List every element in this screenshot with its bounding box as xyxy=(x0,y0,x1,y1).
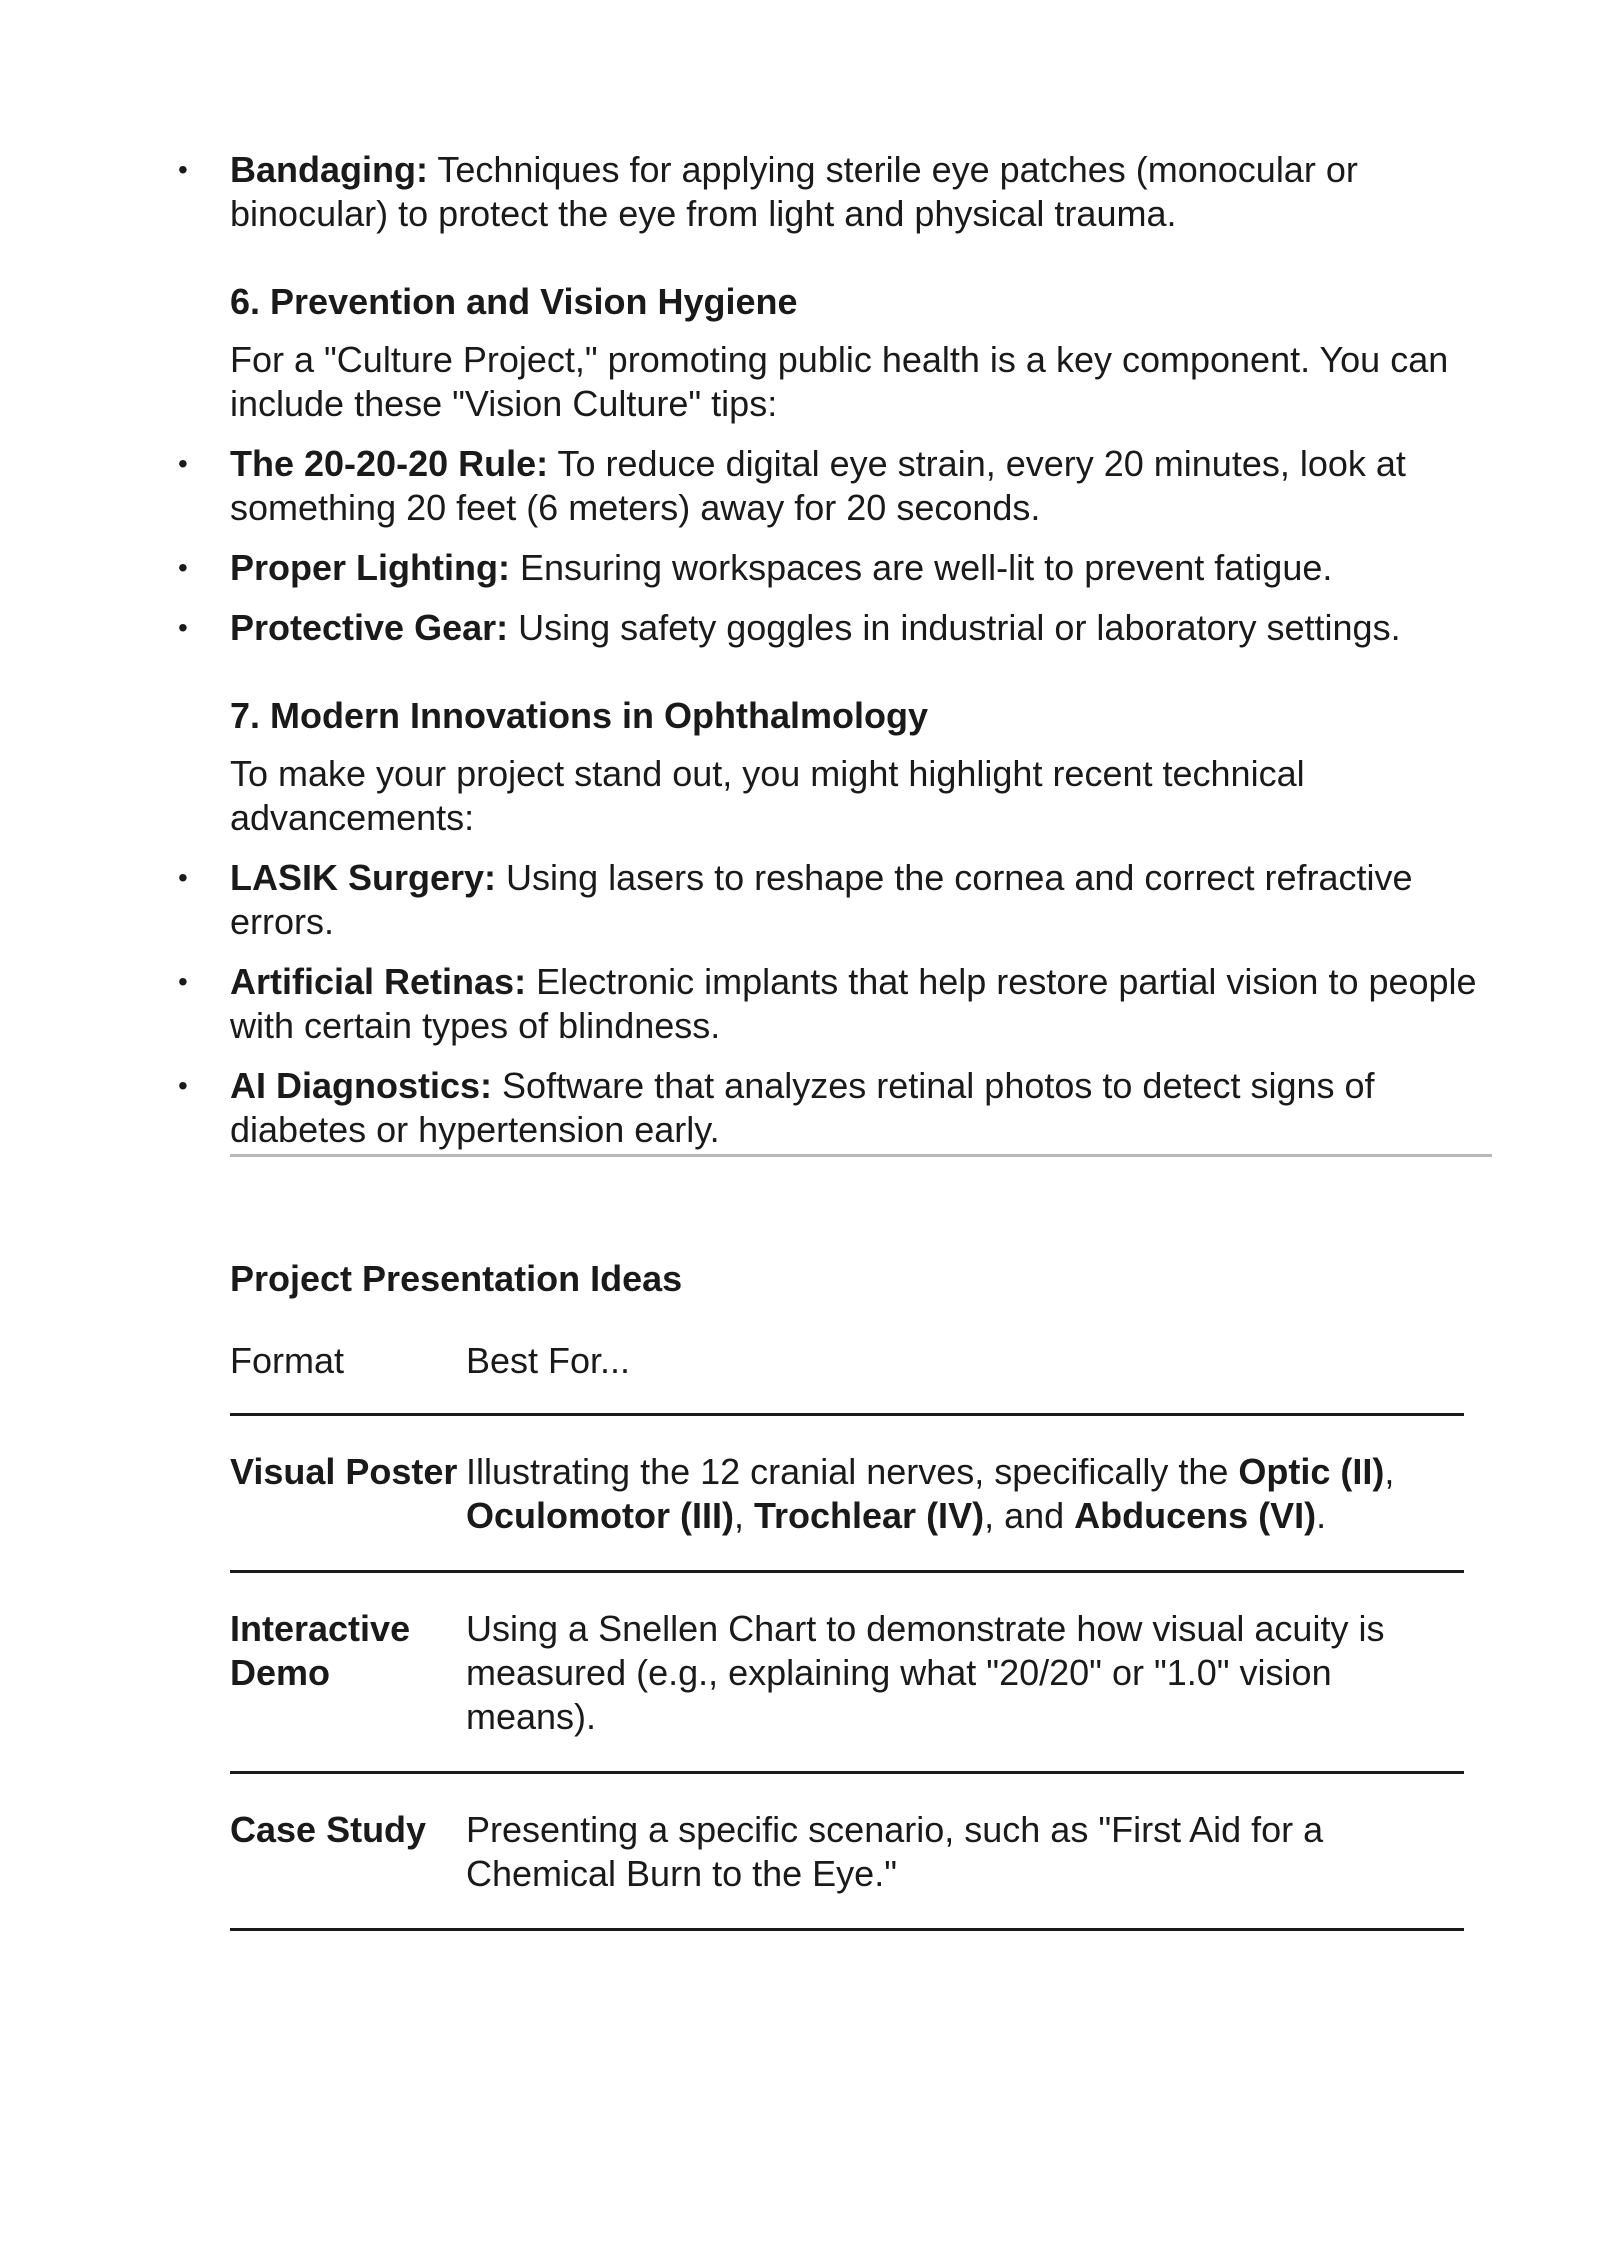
section-6-intro: For a "Culture Project," promoting public health is a key component. You can include these "Vision Culture" tips: xyxy=(230,339,1449,424)
row-best-for xyxy=(466,1415,1464,1572)
horizontal-divider xyxy=(230,1154,1492,1157)
list-item xyxy=(230,442,1492,530)
list-item xyxy=(230,546,1492,590)
row-format: Case Study xyxy=(230,1773,466,1930)
item-term: Proper Lighting: xyxy=(230,547,510,588)
item-term: LASIK Surgery: xyxy=(230,857,497,898)
item-text: Techniques for applying sterile eye patches (monocular or binocular) to protect the eye from light and physical trauma. xyxy=(230,149,1358,234)
item-text: Using lasers to reshape the cornea and correct refractive errors. xyxy=(230,857,1413,942)
text-run: Illustrating the 12 cranial nerves, specifically the xyxy=(466,1451,1239,1492)
section-7-list xyxy=(230,856,1492,1152)
text-run: , xyxy=(733,1495,754,1536)
list-item xyxy=(230,606,1492,650)
list-item xyxy=(230,856,1492,944)
row-best-for: Using a Snellen Chart to demonstrate how visual acuity is measured (e.g., explaining what "20/20" or "1.0" vision means). xyxy=(466,1572,1464,1773)
text-run: . xyxy=(1316,1495,1327,1536)
document-content xyxy=(230,148,1492,1931)
item-term: Artificial Retinas: xyxy=(230,961,527,1002)
section-6-list xyxy=(230,442,1492,650)
item-term: Protective Gear: xyxy=(230,607,509,648)
section-6-heading: 6. Prevention and Vision Hygiene xyxy=(230,281,798,322)
row-format: Visual Poster xyxy=(230,1415,466,1572)
row-best-for: Presenting a specific scenario, such as "First Aid for a Chemical Burn to the Eye." xyxy=(466,1773,1464,1930)
row-format: Interactive Demo xyxy=(230,1572,466,1773)
section-7-heading: 7. Modern Innovations in Ophthalmology xyxy=(230,695,929,736)
text-run: , and xyxy=(984,1495,1075,1536)
item-term: The 20-20-20 Rule: xyxy=(230,443,549,484)
item-text: Software that analyzes retinal photos to detect signs of diabetes or hypertension early. xyxy=(230,1065,1375,1150)
presentation-heading: Project Presentation Ideas xyxy=(230,1258,683,1299)
nerve-oculomotor: Oculomotor (III) xyxy=(466,1495,734,1536)
list-item-bandaging xyxy=(230,148,1492,236)
nerve-abducens: Abducens (VI) xyxy=(1074,1495,1317,1536)
table-row xyxy=(230,1572,1464,1773)
item-term: AI Diagnostics: xyxy=(230,1065,493,1106)
item-text: Electronic implants that help restore partial vision to people with certain types of blindness. xyxy=(230,961,1477,1046)
section-7-intro: To make your project stand out, you might highlight recent technical advancements: xyxy=(230,753,1305,838)
list-item xyxy=(230,1064,1492,1152)
item-text: To reduce digital eye strain, every 20 minutes, look at something 20 feet (6 meters) away for 20 seconds. xyxy=(230,443,1406,528)
table-row xyxy=(230,1773,1464,1930)
list-item xyxy=(230,960,1492,1048)
table-header-row xyxy=(230,1339,1464,1415)
bandaging-list xyxy=(230,148,1492,236)
nerve-optic: Optic (II) xyxy=(1238,1451,1385,1492)
item-text: Using safety goggles in industrial or laboratory settings. xyxy=(508,607,1401,648)
item-text: Ensuring workspaces are well-lit to prevent fatigue. xyxy=(509,547,1333,588)
presentation-table xyxy=(230,1339,1464,1931)
column-header-format: Format xyxy=(230,1339,466,1415)
item-term: Bandaging: xyxy=(230,149,428,190)
text-run: , xyxy=(1384,1451,1395,1492)
nerve-trochlear: Trochlear (IV) xyxy=(754,1495,985,1536)
column-header-best-for: Best For... xyxy=(466,1339,1464,1415)
table-row xyxy=(230,1415,1464,1572)
